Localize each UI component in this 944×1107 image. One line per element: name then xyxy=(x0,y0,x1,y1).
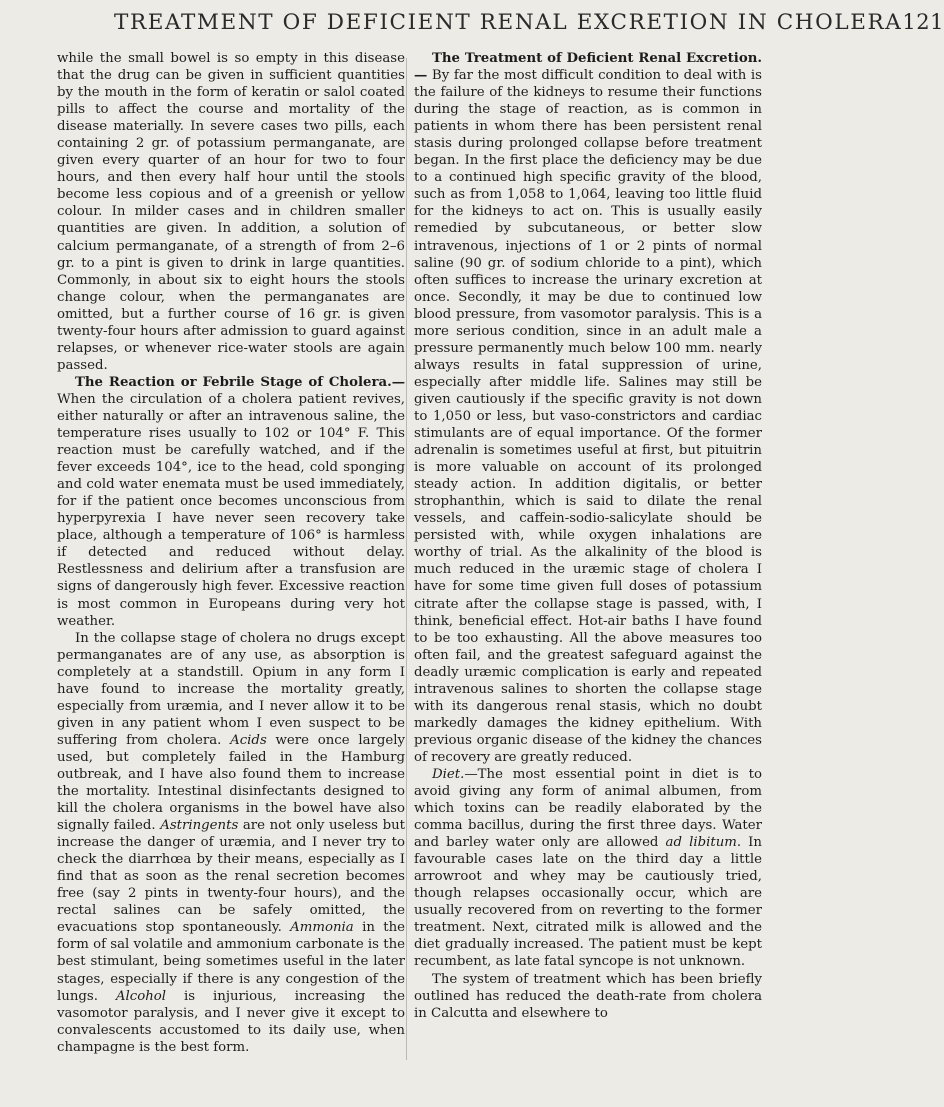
paragraph-system-of-treatment xyxy=(414,971,762,1022)
paragraph-diet xyxy=(414,766,762,971)
right-column xyxy=(414,50,762,1022)
paragraph-text: are not only useless but increase the danger of uræmia, and I never try to check the diarrhœa by their means, especially as I find that as soon as the renal secretion becomes free (say 2 pints in twenty-four hours), and the rectal salines can be safely omitted, the evacuations stop spontaneously. xyxy=(57,818,405,936)
paragraph-reaction-stage xyxy=(57,374,405,630)
emphasis-ad-libitum: ad libitum. xyxy=(665,835,742,851)
paragraph-text: By far the most difficult condition to deal with is the failure of the kidneys to resume their functions during the stage of reaction, as is common in patients in whom there has been persistent renal stasis during prolonged collapse before treatment began. In the first place the deficiency may be due to a continued high specific gravity of the blood, such as from 1,058 to 1,064, leaving too little fluid for the kidneys to act on. This is usually easily remedied by subcutaneous, or better slow intravenous, injections of 1 or 2 pints of normal saline (90 gr. of sodium chloride to a pint), which often suffices to increase the urinary excretion at once. Secondly, it may be due to continued low blood pressure, from vasomotor paralysis. This is a more serious condition, since in an adult male a pressure permanently much below 100 mm. nearly always results in fatal suppression of urine, especially after middle life. Salines may still be given cautiously if the specific gravity is not down to 1,050 or less, but vaso-constrictors and cardiac stimulants are of equal importance. Of the former adrenalin is sometimes useful at first, but pituitrin is more valuable on account of its prolonged steady action. In addition digitalis, or better strophanthin, which is said to dilate the renal vessels, and caffein-sodio-salicylate should be persisted with, while oxygen inhalations are worthy of trial. As the alkalinity of the blood is much reduced in the uræmic stage of cholera I have for some time given full doses of potassium citrate after the collapse stage is passed, with, I think, beneficial effect. Hot-air baths I have found to be too exhausting. All the above measures too often fail, and the greatest safeguard against the deadly uræmic complication is early and repeated intravenous salines to shorten the collapse stage with its dangerous renal stasis, which no doubt markedly damages the kidney epithelium. With previous organic disease of the kidney the chances of recovery are greatly reduced. xyxy=(414,68,762,765)
paragraph-text: were once largely used, but completely failed in the Hamburg outbreak, and I have also found them to increase the mortality. Intestinal disinfectants designed to kill the cholera organisms in the bowel have also signally failed. xyxy=(57,732,405,834)
left-column xyxy=(57,50,405,1056)
emphasis-astringents: Astringents xyxy=(160,818,239,834)
paragraph-text: in the form of sal volatile and ammonium carbonate is the best stimulant, being sometimes useful in the later stages, especially if there is any congestion of the lungs. xyxy=(57,920,405,1004)
emphasis-alcohol: Alcohol xyxy=(115,988,167,1004)
paragraph-text: In the collapse stage of cholera no drugs except permanganates are of any use, as absorption is completely at a standstill. Opium in any form I have found to increase the mortality greatly, especially from uræmia, and I never allow it to be given in any patient whom I even suspect to be suffering from cholera. xyxy=(57,630,405,748)
paragraph-text: In favourable cases late on the third day a little arrowroot and whey may be cautiously tried, though relapses occasionally occur, which are usually recovered from on reverting to the former treatment. Next, citrated milk is allowed and the diet gradually increased. The patient must be kept recumbent, as late fatal syncope is not unknown. xyxy=(414,835,763,970)
paragraph-renal-excretion xyxy=(414,50,762,766)
paragraph-text: is injurious, increasing the vasomotor paralysis, and I never give it except to convalescents accustomed to its daily use, when champagne is the best form. xyxy=(57,988,406,1055)
section-heading-reaction-stage: The Reaction or Febrile Stage of Cholera.— xyxy=(75,374,405,390)
running-head-title: TREATMENT OF DEFICIENT RENAL EXCRETION IN CHOLERA xyxy=(114,10,903,35)
section-heading-renal-excretion: The Treatment of Deficient Renal Excretion.— xyxy=(414,51,762,84)
paragraph-collapse-stage xyxy=(57,630,405,1056)
paragraph-permanganate xyxy=(57,50,405,374)
paragraph-text: —The most essential point in diet is to avoid giving any form of animal albumen, from which toxins can be readily elaborated by the comma bacillus, during the first three days. Water and barley water only are allowed xyxy=(414,766,762,851)
emphasis-acids: Acids xyxy=(230,732,267,748)
page-number: 121 xyxy=(902,10,944,34)
emphasis-ammonia: Ammonia xyxy=(290,920,354,936)
paragraph-text: When the circulation of a cholera patient revives, either naturally or after an intravenous saline, the temperature rises usually to 102 or 104° F. This reaction must be carefully watched, and if the fever exceeds 104°, ice to the head, cold sponging and cold water enemata must be used immediately, for if the patient once becomes unconscious from hyperpyrexia I have never seen recovery take place, although a temperature of 106° is harmless if detected and reduced without delay. Restlessness and delirium after a transfusion are signs of dangerously high fever. Excessive reaction is most common in Europeans during very hot weather. xyxy=(57,391,405,629)
paragraph-text: The system of treatment which has been briefly outlined has reduced the death-rate from cholera in Calcutta and elsewhere to xyxy=(414,971,762,1021)
column-divider xyxy=(406,58,407,1060)
paragraph-text: while the small bowel is so empty in this disease that the drug can be given in sufficient quantities by the mouth in the form of keratin or salol coated pills to affect the course and mortality of the disease materially. In severe cases two pills, each containing 2 gr. of potassium permanganate, are given every quarter of an hour for two to four hours, and then every half hour until the stools become less copious and of a greenish or yellow colour. In milder cases and in children smaller quantities are given. In addition, a solution of calcium permanganate, of a strength of from 2–6 gr. to a pint is given to drink in large quantities. Commonly, in about six to eight hours the stools change colour, when the permanganates are omitted, but a further course of 16 gr. is given twenty-four hours after admission to guard against relapses, or whenever rice-water stools are again passed. xyxy=(57,51,405,373)
section-heading-diet: Diet. xyxy=(432,766,465,782)
running-head xyxy=(114,10,944,46)
